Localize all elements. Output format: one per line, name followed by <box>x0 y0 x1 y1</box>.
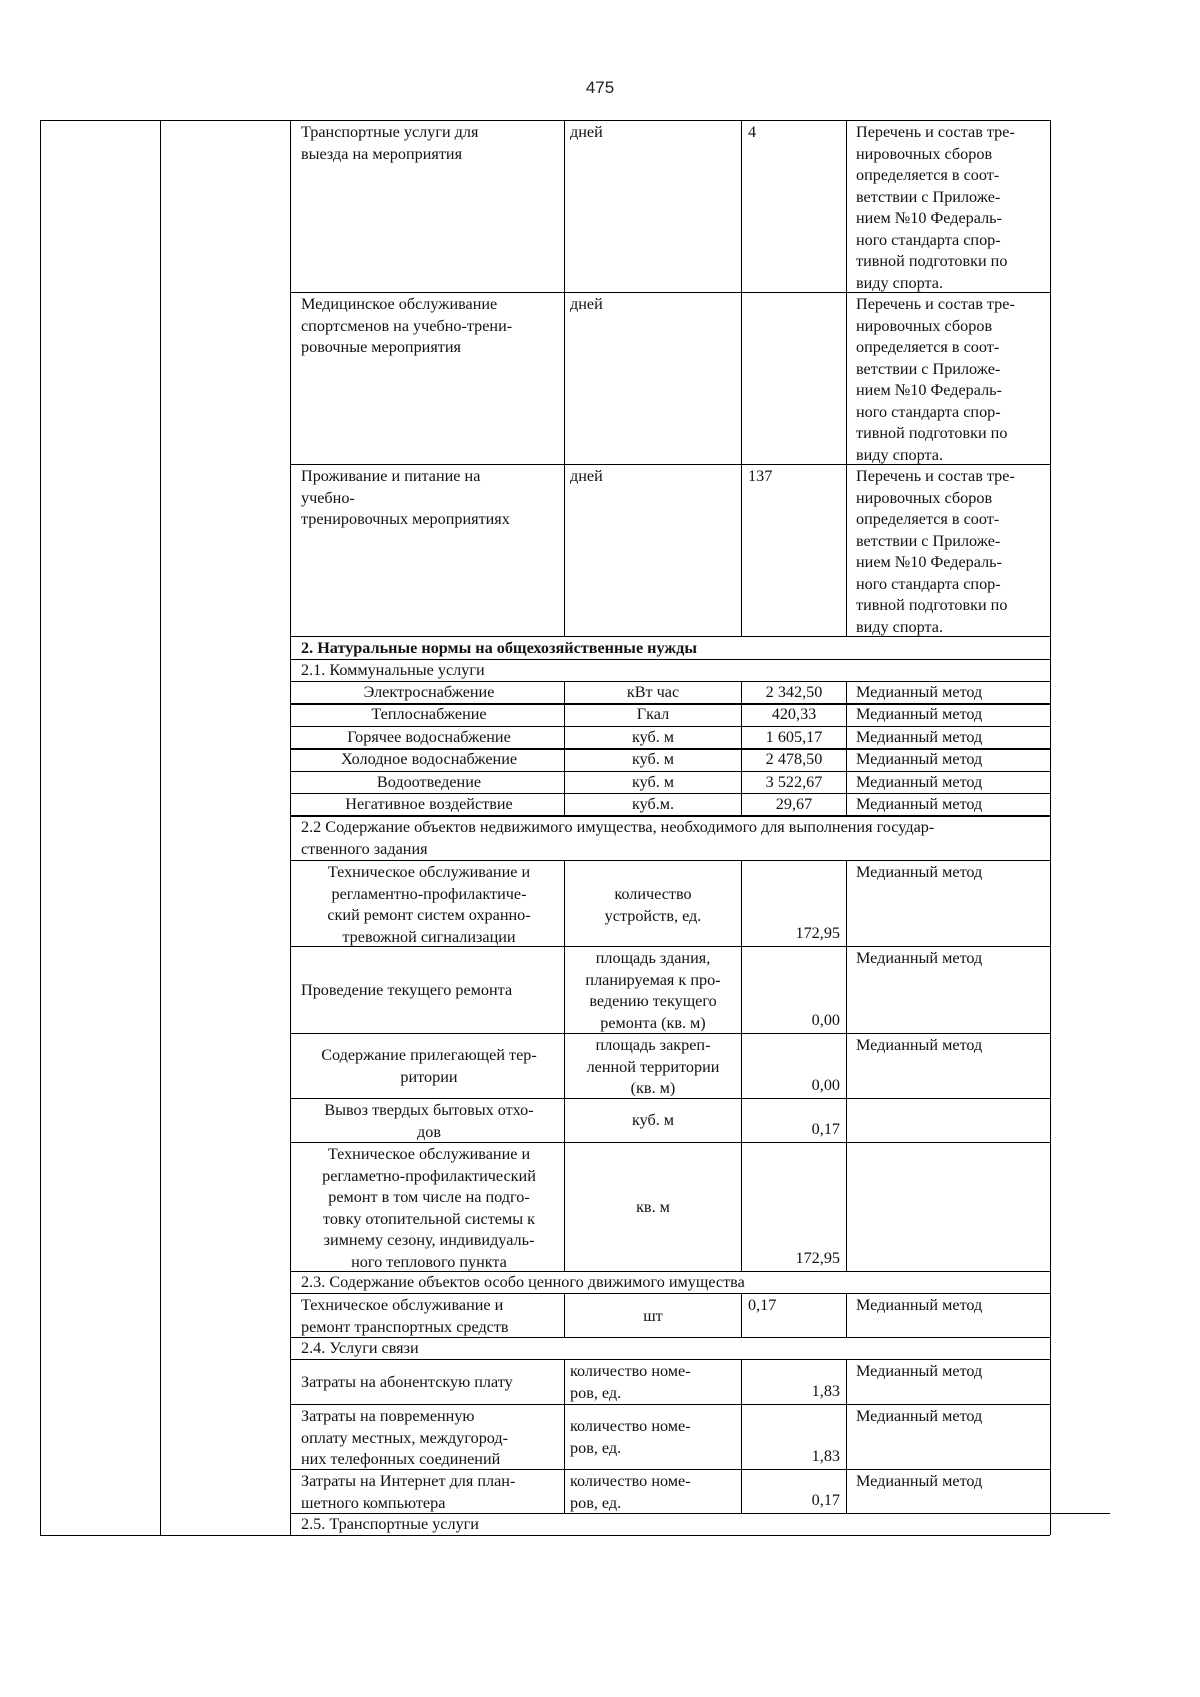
subsection-title-line: ственного задания <box>301 839 428 858</box>
method-note-line: Перечень и состав тре- <box>856 295 1015 313</box>
comms-name-line: Затраты на Интернет для план- <box>301 1472 516 1490</box>
unit-line: куб. м <box>631 1111 675 1129</box>
method-line: Медианный метод <box>856 750 983 769</box>
table-rule <box>846 1359 847 1404</box>
comms-name <box>301 1406 557 1471</box>
method-line: Медианный метод <box>856 772 983 791</box>
unit-line: дней <box>570 467 603 485</box>
unit <box>570 466 736 488</box>
table-rule <box>741 1293 742 1337</box>
value-line: 1 605,17 <box>765 727 823 746</box>
service-name-line: ровочные мероприятия <box>301 338 461 356</box>
property-name-line: регламетно-профилактический <box>322 1166 536 1185</box>
table-rule <box>741 1404 742 1469</box>
utility-name <box>301 772 557 794</box>
table-rule <box>741 1142 742 1271</box>
method-line: Медианный метод <box>856 683 983 701</box>
property-name-line: регламентно-профилактиче- <box>331 884 527 903</box>
table-rule <box>564 771 565 793</box>
service-name <box>301 294 557 359</box>
method-note-line: Перечень и состав тре- <box>856 123 1015 141</box>
value-line: 0,17 <box>811 1120 840 1138</box>
method <box>856 727 1046 749</box>
method-line: Медианный метод <box>856 1362 983 1380</box>
value <box>748 466 840 488</box>
method-line: Медианный метод <box>856 1036 983 1054</box>
unit-line: планируемая к про- <box>585 970 721 989</box>
table-rule <box>846 771 847 793</box>
unit-line: дней <box>570 123 603 141</box>
unit-line: количество <box>614 885 692 903</box>
value-line: 420,33 <box>771 705 817 724</box>
table-rule <box>846 946 847 1033</box>
table-rule <box>290 120 291 1535</box>
value-line: 0,17 <box>811 1491 840 1509</box>
utility-name-line: Горячее водоснабжение <box>347 727 511 746</box>
unit-line: количество номе- <box>570 1417 691 1435</box>
service-name-line: Транспортные услуги для <box>301 123 479 141</box>
property-name-line: тревожной сигнализации <box>342 927 516 946</box>
value <box>748 704 840 726</box>
method <box>856 1035 1046 1057</box>
unit <box>570 294 736 316</box>
service-name-line: Проживание и питание на <box>301 467 481 485</box>
method-note-line: тивной подготовки по <box>856 596 1008 614</box>
unit-line: площадь закреп- <box>595 1036 711 1054</box>
method-line: Медианный метод <box>856 727 983 746</box>
property-name-line: ритории <box>400 1067 458 1086</box>
unit-line: куб. м <box>631 772 675 791</box>
value <box>748 1381 840 1403</box>
method <box>856 948 1046 970</box>
value <box>748 122 840 144</box>
unit <box>570 727 736 749</box>
method-note-line: ветствии с Приложе- <box>856 531 1001 550</box>
unit-line: куб. м <box>631 727 675 746</box>
value <box>748 923 840 945</box>
method-note-line: тивной подготовки по <box>856 252 1008 270</box>
method-line: Медианный метод <box>856 1407 983 1425</box>
unit <box>570 948 736 1034</box>
property-name <box>301 862 557 948</box>
method-note-line: тивной подготовки по <box>856 424 1008 442</box>
unit-line: кв. м <box>636 1198 670 1216</box>
table-rule <box>564 1033 565 1098</box>
subsection-title <box>301 817 1046 860</box>
unit-line: ров, ед. <box>570 1438 622 1457</box>
utility-name <box>301 794 557 816</box>
table-rule <box>846 748 847 770</box>
table-rule <box>741 748 742 770</box>
service-name <box>301 122 557 165</box>
service-name-line: Медицинское обслуживание <box>301 295 498 313</box>
method-note-line: виду спорта. <box>856 617 944 636</box>
table-rule <box>846 1469 847 1513</box>
table-rule <box>564 946 565 1033</box>
unit-line: шт <box>643 1307 663 1325</box>
table-rule <box>741 1098 742 1142</box>
method-note-line: ветствии с Приложе- <box>856 187 1001 206</box>
property-name-line: Проведение текущего ремонта <box>301 981 513 999</box>
unit-line: ров, ед. <box>570 1383 622 1402</box>
table-rule <box>1050 1513 1110 1514</box>
comms-name <box>301 1471 557 1514</box>
service-name-line: спортсменов на учебно-трени- <box>301 316 513 335</box>
method-note-line: виду спорта. <box>856 273 944 292</box>
value <box>748 682 840 704</box>
method-note-line: нием №10 Федераль- <box>856 381 1002 399</box>
vehicles-name-line: ремонт транспортных средств <box>301 1317 509 1336</box>
method <box>856 749 1046 771</box>
utility-name-line: Электроснабжение <box>363 683 495 701</box>
property-name-line: Техническое обслуживание и <box>327 1145 531 1163</box>
method <box>856 862 1046 884</box>
table-rule <box>290 1535 1050 1536</box>
value-line: 137 <box>748 467 773 485</box>
value <box>748 727 840 749</box>
value-line: 172,95 <box>795 1249 840 1267</box>
comms-name-line: Затраты на повременную <box>301 1407 475 1425</box>
property-name-line: товку отопительной системы к <box>322 1209 536 1228</box>
subsection-title-line: 2.3. Содержание объектов особо ценного движимого имущества <box>301 1273 745 1291</box>
subsection-title-line: 2.4. Услуги связи <box>301 1339 419 1357</box>
method-line: Медианный метод <box>856 949 983 967</box>
table-rule <box>741 1469 742 1513</box>
method-note-line: определяется в соот- <box>856 338 1000 356</box>
unit-line: ров, ед. <box>570 1493 622 1512</box>
method-note-line: ного стандарта спор- <box>856 402 1001 421</box>
table-rule <box>1050 120 1051 1535</box>
method-note-line: ного стандарта спор- <box>856 230 1001 249</box>
table-rule <box>564 292 565 464</box>
table-rule <box>741 860 742 946</box>
unit-line: кВт час <box>626 683 680 701</box>
table-rule <box>846 464 847 636</box>
unit-line: количество номе- <box>570 1362 691 1380</box>
table-rule <box>741 793 742 815</box>
service-name-line: выезда на мероприятия <box>301 144 463 163</box>
unit <box>570 1197 736 1219</box>
value-line: 3 522,67 <box>765 772 823 791</box>
utility-name-line: Водоотведение <box>376 772 482 791</box>
page-number: 475 <box>585 78 615 97</box>
unit-line: ленной территории <box>586 1057 720 1076</box>
unit <box>570 1306 736 1328</box>
unit <box>570 1471 736 1514</box>
service-name-line: учебно- <box>301 488 355 507</box>
table-rule <box>846 1033 847 1098</box>
table-rule <box>741 703 742 725</box>
value <box>748 1119 840 1141</box>
table-rule <box>741 1033 742 1098</box>
table-rule <box>564 1293 565 1337</box>
subsection-title-line: 2.2 Содержание объектов недвижимого имущества, необходимого для выполнения государ- <box>301 818 935 836</box>
method-note-line: определяется в соот- <box>856 510 1000 528</box>
method <box>856 1406 1046 1428</box>
table-rule <box>846 1098 847 1142</box>
method-note-line: нием №10 Федераль- <box>856 553 1002 571</box>
unit-line: куб.м. <box>631 795 675 813</box>
method-note-line: ного стандарта спор- <box>856 574 1001 593</box>
table-rule <box>741 464 742 636</box>
method-note-line: виду спорта. <box>856 445 944 464</box>
unit-line: ведению текущего <box>589 992 717 1010</box>
value-line: 2 478,50 <box>765 750 823 769</box>
property-name <box>301 1100 557 1143</box>
property-name <box>301 1045 557 1088</box>
table-rule <box>846 860 847 946</box>
table-rule <box>846 1404 847 1469</box>
table-rule <box>741 120 742 292</box>
table-rule <box>564 703 565 725</box>
subsection-title <box>301 1514 1046 1536</box>
service-name <box>301 466 557 531</box>
method-note-line: определяется в соот- <box>856 166 1000 184</box>
table-rule <box>741 726 742 748</box>
table-rule <box>564 120 565 292</box>
value-line: 0,00 <box>811 1011 840 1029</box>
property-name <box>301 1144 557 1273</box>
method <box>856 794 1046 816</box>
subsection-title <box>301 660 1046 682</box>
table-rule <box>564 464 565 636</box>
unit <box>570 1110 736 1132</box>
table-rule <box>741 1359 742 1404</box>
method <box>856 704 1046 726</box>
section-title-line: 2. Натуральные нормы на общехозяйственные нужды <box>301 639 697 657</box>
method-note-line: нировочных сборов <box>856 488 993 507</box>
section-title <box>301 638 1046 660</box>
method-line: Медианный метод <box>856 705 983 724</box>
table-rule <box>846 292 847 464</box>
unit <box>570 704 736 726</box>
property-name-line: зимнему сезону, индивидуаль- <box>323 1231 535 1249</box>
table-rule <box>40 1535 290 1536</box>
method <box>856 682 1046 704</box>
table-rule <box>846 726 847 748</box>
unit <box>570 682 736 704</box>
method <box>856 1295 1046 1317</box>
table-rule <box>564 1098 565 1142</box>
method-line: Медианный метод <box>856 863 983 881</box>
value-line: 1,83 <box>811 1447 840 1465</box>
table-rule <box>564 1469 565 1513</box>
value <box>748 1075 840 1097</box>
property-name-line: Техническое обслуживание и <box>327 863 531 881</box>
utility-name-line: Холодное водоснабжение <box>340 750 518 769</box>
unit <box>570 1416 736 1459</box>
vehicles-name-line: Техническое обслуживание и <box>301 1296 504 1314</box>
table-rule <box>846 1142 847 1271</box>
method <box>856 1471 1046 1493</box>
unit <box>570 1035 736 1100</box>
table-rule <box>564 1404 565 1469</box>
method-note <box>856 122 1046 294</box>
utility-name <box>301 749 557 771</box>
unit-line: Гкал <box>636 705 670 724</box>
unit <box>570 772 736 794</box>
utility-name <box>301 682 557 704</box>
unit-line: (кв. м) <box>630 1079 676 1097</box>
value <box>748 749 840 771</box>
value-line: 2 342,50 <box>765 683 823 701</box>
table-rule <box>564 726 565 748</box>
value-line: 0,00 <box>811 1076 840 1094</box>
unit-line: ремонта (кв. м) <box>600 1013 706 1032</box>
value <box>748 1295 840 1317</box>
property-name-line: ного теплового пункта <box>351 1252 507 1271</box>
table-rule <box>741 771 742 793</box>
table-rule <box>160 120 161 1535</box>
unit-line: куб. м <box>631 750 675 769</box>
table-rule <box>564 860 565 946</box>
value-line: 172,95 <box>795 924 840 942</box>
table-rule <box>564 1359 565 1404</box>
method-note-line: Перечень и состав тре- <box>856 467 1015 485</box>
table-rule <box>741 292 742 464</box>
comms-name-line: шетного компьютера <box>301 1493 446 1512</box>
method-note <box>856 466 1046 638</box>
property-name-line: Вывоз твердых бытовых отхо- <box>324 1101 534 1119</box>
table-rule <box>40 120 41 1535</box>
subsection-title-line: 2.1. Коммунальные услуги <box>301 661 485 679</box>
unit <box>570 794 736 816</box>
method-line: Медианный метод <box>856 795 983 813</box>
table-rule <box>741 946 742 1033</box>
table-rule <box>564 748 565 770</box>
method <box>856 772 1046 794</box>
comms-name-line: Затраты на абонентскую плату <box>301 1373 513 1391</box>
unit <box>570 122 736 144</box>
method-note-line: нировочных сборов <box>856 316 993 335</box>
table-rule <box>564 1142 565 1271</box>
property-name-line: ский ремонт систем охранно- <box>327 906 531 924</box>
subsection-title <box>301 1272 1046 1294</box>
table-rule <box>846 703 847 725</box>
service-name-line: тренировочных мероприятиях <box>301 510 510 528</box>
utility-name-line: Теплоснабжение <box>371 705 487 724</box>
subsection-title <box>301 1338 1046 1360</box>
value <box>748 1010 840 1032</box>
method-line: Медианный метод <box>856 1472 983 1490</box>
value-line: 0,17 <box>748 1296 777 1314</box>
table-rule <box>564 681 565 703</box>
value-line: 29,67 <box>775 795 813 813</box>
value <box>748 1446 840 1468</box>
table-rule <box>846 1293 847 1337</box>
table-rule <box>846 120 847 292</box>
method-note-line: нировочных сборов <box>856 144 993 163</box>
property-name <box>301 980 557 1002</box>
value-line: 1,83 <box>811 1382 840 1400</box>
value-line: 4 <box>748 123 757 141</box>
method-note-line: ветствии с Приложе- <box>856 359 1001 378</box>
method-note <box>856 294 1046 466</box>
method-line: Медианный метод <box>856 1296 983 1314</box>
unit-line: площадь здания, <box>595 949 711 967</box>
unit-line: устройств, ед. <box>604 906 702 925</box>
subsection-title-line: 2.5. Транспортные услуги <box>301 1515 479 1533</box>
method <box>856 1361 1046 1383</box>
unit <box>570 1361 736 1404</box>
table-rule <box>741 681 742 703</box>
comms-name-line: них телефонных соединений <box>301 1450 501 1468</box>
unit <box>570 884 736 927</box>
value <box>748 1490 840 1512</box>
utility-name <box>301 704 557 726</box>
unit-line: количество номе- <box>570 1472 691 1490</box>
property-name-line: дов <box>417 1122 441 1141</box>
value <box>748 1248 840 1270</box>
unit <box>570 749 736 771</box>
table-rule <box>846 681 847 703</box>
table-rule <box>564 793 565 815</box>
utility-name-line: Негативное воздействие <box>345 795 513 813</box>
method-note-line: нием №10 Федераль- <box>856 209 1002 227</box>
unit-line: дней <box>570 295 603 313</box>
comms-name-line: оплату местных, междугород- <box>301 1428 509 1447</box>
utility-name <box>301 727 557 749</box>
property-name-line: Содержание прилегающей тер- <box>321 1046 537 1064</box>
table-rule <box>846 793 847 815</box>
property-name-line: ремонт в том числе на подго- <box>328 1188 530 1206</box>
vehicles-name <box>301 1295 557 1338</box>
comms-name <box>301 1372 557 1394</box>
value <box>748 794 840 816</box>
value <box>748 772 840 794</box>
